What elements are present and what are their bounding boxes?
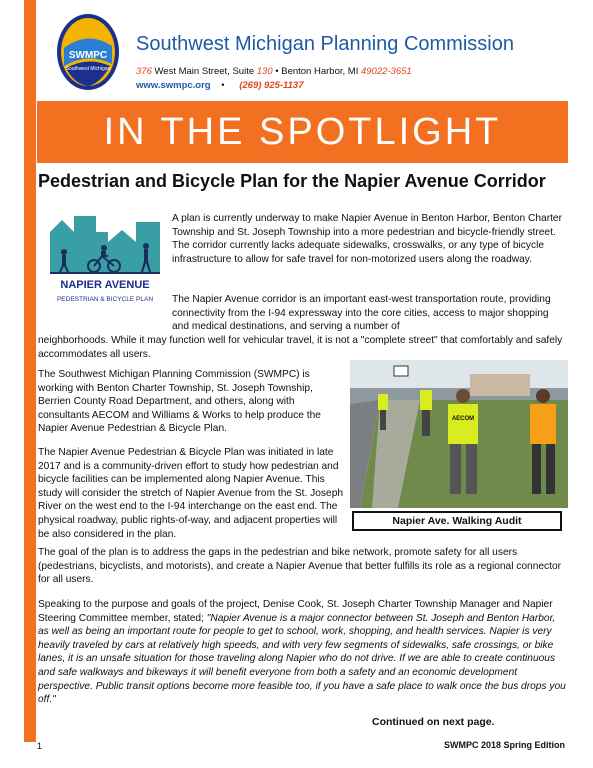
paragraph-initiation: The Napier Avenue Pedestrian & Bicycle Plan was initiated in late 2017 and is a community-driven effort to study how pedestrian and bicycle facilities can be implemented along Napier Avenue. This study will consider the stretch of Napier Avenue from the St. Joseph River on the west end to the I-94 interchange on the east end. The physical roadway, public rights-of-way, and adjacent properties will be also considered in the plan. (38, 447, 344, 540)
orange-sidebar-stripe (24, 0, 36, 742)
edition-label: SWMPC 2018 Spring Edition (444, 740, 566, 750)
article-headline: Pedestrian and Bicycle Plan for the Napier Avenue Corridor (38, 171, 546, 191)
paragraph-corridor-part-2: neighborhoods. While it may function well for vehicular travel, it is not a "complete street" that comfortably and safely accommodates all users. (38, 335, 563, 360)
photo-caption: Napier Ave. Walking Audit (352, 511, 562, 531)
page-number: 1 (37, 741, 43, 751)
paragraph-quote (38, 598, 568, 707)
organization-name: Southwest Michigan Planning Commission (136, 33, 514, 55)
address-suite: 130 (256, 66, 273, 77)
address-prefix: 376 (136, 66, 152, 77)
swmpc-logo (56, 12, 120, 92)
continued-notice: Continued on next page. (372, 716, 495, 728)
contact-line (136, 80, 303, 91)
address-city: Benton Harbor, MI (281, 66, 361, 77)
paragraph-partners: The Southwest Michigan Planning Commission (SWMPC) is working with Benton Charter Township, St. Joseph Township, Berrien County Road Department, and others, along with consultants AECOM and Williams & Works to help produce the Napier Avenue Pedestrian & Bicycle Plan. (38, 369, 321, 435)
plan-logo-subtitle: PEDESTRIAN & BICYCLE PLAN (56, 296, 154, 303)
napier-plan-logo (48, 208, 163, 306)
logo-text: SWMPC (68, 50, 108, 61)
logo-subtext: Southwest Michigan (65, 66, 111, 72)
walking-audit-photo (350, 360, 568, 508)
paragraph-intro: A plan is currently underway to make Napier Avenue in Benton Harbor, Benton Charter Township and St. Joseph Township into a more pedestrian and bicycle-friendly street. The corridor currently lacks adequate sidewalks, crosswalks, or any type of bicycle infrastructure to allow for safe travel for non-motorized users along the roadway. (172, 213, 562, 265)
quote-text: "Napier Avenue is a major connector between St. Joseph and Benton Harbor, as well as being an important route for people to get to school, work, shopping, and health services. Napier is very heavily traveled by cars at relatively high speeds, and with very few segments of sidewalks, safe crossings, or bike lanes, it is an unsafe situation for those traveling along Napier who do not drive. If we are able to create continuous and safe walkways and bikeways it will benefit everyone from both a safety and an economic development perspective. Public transit options become more feasible too, if you have a safe place to walk once the bus drops you off." (38, 612, 566, 706)
address-zip: 49022-3651 (360, 66, 412, 77)
paragraph-goals: The goal of the plan is to address the gaps in the pedestrian and bike network, promote safety for all users (pedestrians, bicyclists, and motorists), and create a Napier Avenue that better fulfills its role as a regional connector for all users. (38, 547, 562, 586)
website-link[interactable]: www.swmpc.org (136, 80, 211, 91)
phone-number: (269) 925-1137 (239, 80, 304, 91)
address-separator: • (272, 66, 282, 77)
paragraph-corridor-part-1: The Napier Avenue corridor is an important east-west transportation route, providing connectivity from the I-94 expressway into the core cities, access to major shopping and medical destinations, and serving a number of (172, 294, 551, 333)
spotlight-banner: IN THE SPOTLIGHT (37, 101, 568, 163)
vest-print: AECOM (451, 416, 475, 422)
quote-intro: Speaking to the purpose and goals of the project, Denise Cook, St. Joseph Charter Township Manager and Napier Steering Committee member, stated; (38, 599, 553, 624)
contact-bullet: • (221, 80, 225, 91)
address-street: West Main Street, Suite (151, 66, 257, 77)
address-line (136, 66, 412, 77)
plan-logo-title: NAPIER AVENUE (60, 279, 150, 291)
